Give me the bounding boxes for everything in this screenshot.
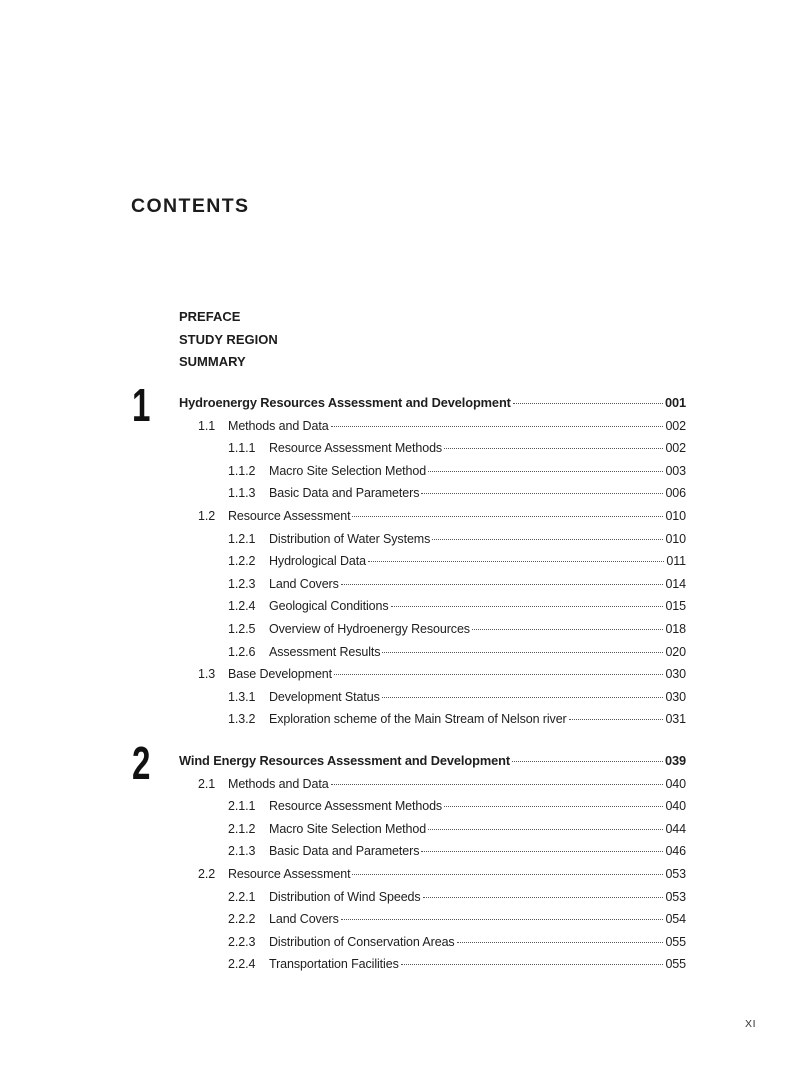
dot-leader (428, 471, 663, 472)
page-ref: 002 (665, 418, 686, 433)
chapter-number: 1 (132, 379, 151, 431)
page-ref: 030 (665, 667, 686, 682)
page-ref: 039 (664, 753, 686, 768)
dot-leader (513, 403, 663, 404)
subsection-entry[interactable] (228, 550, 686, 573)
subsection-entry[interactable] (228, 953, 686, 976)
subsection-entry[interactable] (228, 437, 686, 460)
page-ref: 002 (665, 441, 686, 456)
subsection-entry[interactable] (228, 908, 686, 931)
dot-leader (352, 516, 663, 517)
page-number: XI (745, 1018, 757, 1030)
subsection-entry[interactable] (228, 460, 686, 483)
entry-label: Land Covers (269, 912, 339, 927)
page-ref: 046 (665, 844, 686, 859)
dot-leader (569, 719, 664, 720)
entry-label: Hydrological Data (269, 554, 366, 569)
entry-number: 1.1 (198, 418, 216, 433)
front-matter-item[interactable]: PREFACE (179, 309, 241, 324)
section-entry[interactable] (198, 863, 686, 886)
page-ref: 014 (665, 576, 686, 591)
page-ref: 020 (665, 644, 686, 659)
page-ref: 015 (665, 599, 686, 614)
entry-number: 1.2.4 (228, 599, 256, 614)
page-ref: 030 (665, 689, 686, 704)
dot-leader (382, 652, 663, 653)
entry-label: Assessment Results (269, 644, 381, 659)
page-ref: 044 (665, 821, 686, 836)
dot-leader (421, 493, 663, 494)
entry-label: Exploration scheme of the Main Stream of Nelson river (269, 712, 567, 727)
entry-label: Distribution of Wind Speeds (269, 889, 421, 904)
entry-number: 1.2.6 (228, 644, 256, 659)
entry-number: 1.3.2 (228, 712, 256, 727)
page-ref: 055 (665, 957, 686, 972)
dot-leader (444, 448, 663, 449)
dot-leader (391, 606, 664, 607)
entry-number: 2.1.1 (228, 799, 256, 814)
entry-label: Resource Assessment (228, 509, 351, 523)
dot-leader (331, 426, 664, 427)
entry-label: Transportation Facilities (269, 957, 399, 972)
entry-number: 1.3.1 (228, 689, 256, 704)
dot-leader (331, 784, 664, 785)
entry-number: 2.2.2 (228, 912, 256, 927)
page-ref: 010 (665, 509, 686, 523)
subsection-entry[interactable] (228, 686, 686, 709)
page-ref: 040 (665, 799, 686, 814)
entry-number: 1.2.3 (228, 576, 256, 591)
subsection-entry[interactable] (228, 708, 686, 731)
entry-number: 1.2.5 (228, 622, 256, 636)
dot-leader (341, 919, 664, 920)
page-ref: 006 (665, 486, 686, 501)
entry-label: Development Status (269, 689, 380, 704)
entry-number: 2.1.2 (228, 821, 256, 836)
dot-leader (428, 829, 663, 830)
page-ref: 040 (665, 776, 686, 791)
subsection-entry[interactable] (228, 573, 686, 596)
page-ref: 010 (665, 531, 686, 546)
entry-label: Methods and Data (228, 776, 329, 791)
dot-leader (334, 674, 663, 675)
subsection-entry[interactable] (228, 482, 686, 505)
dot-leader (352, 874, 663, 875)
front-matter-item[interactable]: SUMMARY (179, 354, 246, 370)
entry-number: 2.2.1 (228, 889, 256, 904)
dot-leader (401, 964, 664, 965)
page-ref: 011 (666, 554, 686, 569)
entry-label: Base Development (228, 667, 333, 682)
dot-leader (368, 561, 664, 562)
page-ref: 053 (665, 889, 686, 904)
subsection-entry[interactable] (228, 618, 686, 641)
chapter-title: Hydroenergy Resources Assessment and Development (179, 395, 511, 410)
subsection-entry[interactable] (228, 886, 686, 909)
entry-number: 1.1.2 (228, 463, 256, 478)
entry-label: Methods and Data (228, 418, 329, 433)
entry-number: 1.2 (198, 509, 216, 523)
section-entry[interactable] (198, 663, 686, 686)
page-ref: 031 (665, 712, 686, 727)
page-ref: 003 (665, 463, 686, 478)
dot-leader (421, 851, 663, 852)
entry-number: 1.2.1 (228, 531, 256, 546)
page-ref: 053 (665, 867, 686, 881)
entry-label: Macro Site Selection Method (269, 463, 427, 478)
page-ref: 001 (664, 395, 686, 410)
subsection-entry[interactable] (228, 840, 686, 863)
dot-leader (472, 629, 663, 630)
subsection-entry[interactable] (228, 931, 686, 954)
entry-label: Macro Site Selection Method (269, 821, 427, 836)
entry-number: 2.2 (198, 867, 216, 881)
subsection-entry[interactable] (228, 528, 686, 551)
entry-label: Resource Assessment Methods (269, 799, 443, 814)
chapter-title: Wind Energy Resources Assessment and Development (179, 753, 510, 768)
entry-label: Resource Assessment Methods (269, 441, 443, 456)
chapter-entry[interactable] (179, 392, 686, 415)
page-ref: 054 (665, 912, 686, 927)
dot-leader (423, 897, 664, 898)
entry-number: 1.1.1 (228, 441, 256, 456)
section-entry[interactable] (198, 415, 686, 438)
entry-label: Distribution of Conservation Areas (269, 934, 455, 949)
entry-label: Basic Data and Parameters (269, 844, 420, 859)
entry-number: 2.1.3 (228, 844, 256, 859)
chapter-number: 2 (132, 737, 151, 789)
page-ref: 055 (665, 934, 686, 949)
dot-leader (457, 942, 664, 943)
dot-leader (432, 539, 663, 540)
entry-label: Geological Conditions (269, 599, 389, 614)
entry-label: Overview of Hydroenergy Resources (269, 622, 470, 636)
entry-label: Distribution of Water Systems (269, 531, 431, 546)
entry-number: 2.2.4 (228, 957, 256, 972)
entry-number: 1.1.3 (228, 486, 256, 501)
dot-leader (382, 697, 664, 698)
subsection-entry[interactable] (228, 595, 686, 618)
page-ref: 018 (665, 622, 686, 636)
chapter-entry[interactable] (179, 750, 686, 773)
subsection-entry[interactable] (228, 818, 686, 841)
entry-label: Resource Assessment (228, 867, 351, 881)
entry-number: 2.2.3 (228, 934, 256, 949)
front-matter (179, 306, 278, 374)
subsection-entry[interactable] (228, 795, 686, 818)
dot-leader (444, 806, 663, 807)
dot-leader (341, 584, 664, 585)
entry-number: 1.3 (198, 667, 216, 682)
entry-label: Basic Data and Parameters (269, 486, 420, 501)
section-entry[interactable] (198, 773, 686, 796)
section-entry[interactable] (198, 505, 686, 528)
entry-number: 1.2.2 (228, 554, 256, 569)
page-title: CONTENTS (131, 195, 250, 217)
entry-number: 2.1 (198, 776, 216, 791)
dot-leader (512, 761, 663, 762)
entry-label: Land Covers (269, 576, 339, 591)
subsection-entry[interactable] (228, 641, 686, 664)
front-matter-item[interactable]: STUDY REGION (179, 331, 278, 347)
